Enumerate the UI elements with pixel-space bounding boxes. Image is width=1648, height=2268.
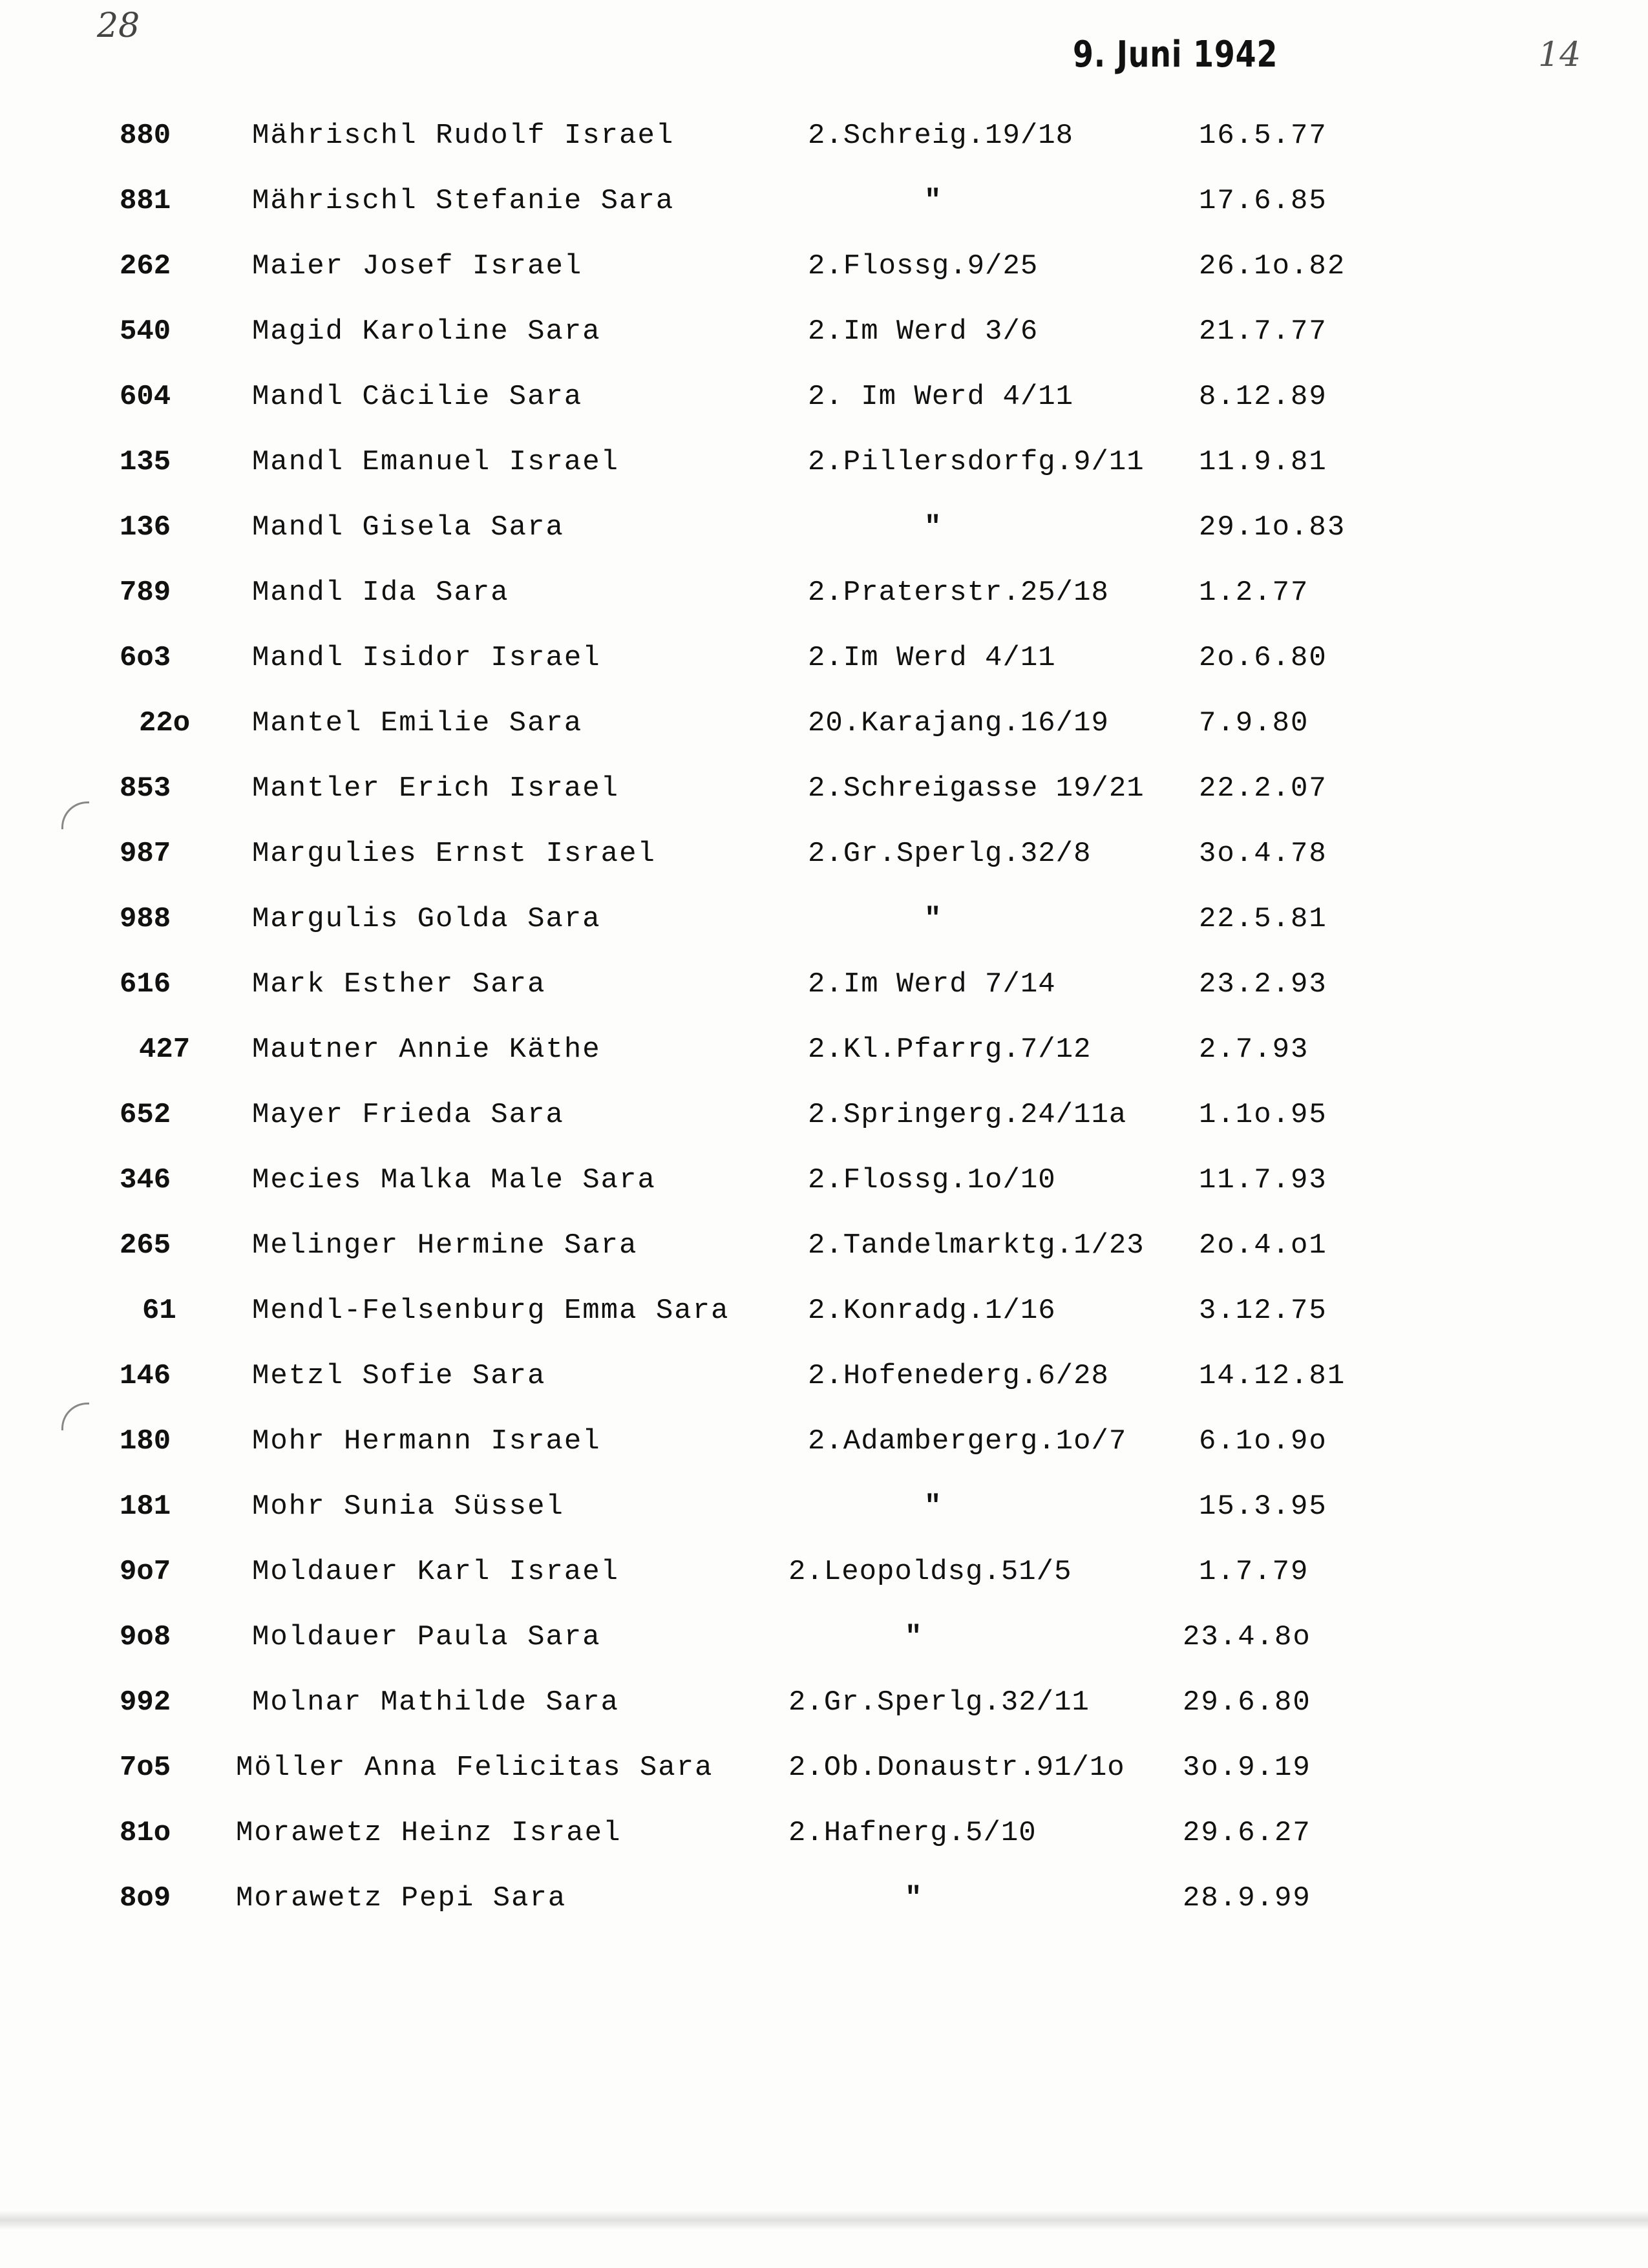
entry-address: 2.Flossg.1o/10 — [808, 1164, 1056, 1196]
entry-name: Mohr Sunia Süssel — [252, 1490, 564, 1523]
entry-number: 9o7 — [120, 1556, 171, 1588]
entry-number: 988 — [120, 903, 171, 935]
entry-name: Mayer Frieda Sara — [252, 1099, 564, 1131]
entry-number: 881 — [120, 185, 171, 217]
entry-birth-date: 22.5.81 — [1199, 903, 1327, 935]
entry-number: 265 — [120, 1229, 171, 1262]
entry-address: 2.Leopoldsg.51/5 — [788, 1556, 1072, 1588]
list-item — [0, 1748, 1648, 1813]
list-item — [0, 1030, 1648, 1095]
list-item — [0, 182, 1648, 246]
entry-number: 616 — [120, 968, 171, 1001]
entry-birth-date: 6.1o.9o — [1199, 1425, 1327, 1457]
date-stamp: 9. Juni 1942 — [1073, 34, 1278, 76]
entry-number: 427 — [139, 1033, 191, 1066]
page-number-left: 28 — [97, 6, 140, 45]
list-item — [0, 443, 1648, 507]
entry-number: 146 — [120, 1360, 171, 1392]
entry-address: 2.Adambergerg.1o/7 — [808, 1425, 1127, 1457]
list-item — [0, 1618, 1648, 1682]
entry-number: 604 — [120, 381, 171, 413]
list-item — [0, 1879, 1648, 1944]
entry-address: 20.Karajang.16/19 — [808, 707, 1109, 739]
entry-birth-date: 23.2.93 — [1199, 968, 1327, 1001]
entry-address: " — [905, 1621, 923, 1653]
entry-number: 880 — [120, 120, 171, 152]
entry-number: 81o — [120, 1817, 171, 1849]
list-item — [0, 1814, 1648, 1878]
entry-address: 2.Praterstr.25/18 — [808, 577, 1109, 609]
entry-name: Melinger Hermine Sara — [252, 1229, 638, 1262]
entry-number: 136 — [120, 511, 171, 544]
entry-number: 992 — [120, 1686, 171, 1719]
entry-birth-date: 3o.9.19 — [1183, 1752, 1311, 1784]
entry-address: 2.Gr.Sperlg.32/11 — [788, 1686, 1090, 1719]
list-item — [0, 1553, 1648, 1617]
entry-address: 2.Kl.Pfarrg.7/12 — [808, 1033, 1092, 1066]
entry-birth-date: 29.6.80 — [1183, 1686, 1311, 1719]
list-item — [0, 965, 1648, 1030]
list-item — [0, 116, 1648, 181]
entry-birth-date: 26.1o.82 — [1199, 250, 1346, 282]
list-item — [0, 769, 1648, 834]
entry-address: 2.Im Werd 3/6 — [808, 315, 1039, 348]
entry-name: Margulies Ernst Israel — [252, 838, 656, 870]
entry-name: Mandl Ida Sara — [252, 577, 509, 609]
entry-name: Metzl Sofie Sara — [252, 1360, 546, 1392]
entry-name: Margulis Golda Sara — [252, 903, 601, 935]
entry-address: 2.Tandelmarktg.1/23 — [808, 1229, 1145, 1262]
list-item — [0, 1161, 1648, 1225]
entry-name: Mandl Gisela Sara — [252, 511, 564, 544]
list-item — [0, 1422, 1648, 1487]
entry-address: " — [924, 1490, 942, 1523]
list-item — [0, 704, 1648, 768]
entry-number: 181 — [120, 1490, 171, 1523]
entry-number: 262 — [120, 250, 171, 282]
entry-name: Mohr Hermann Israel — [252, 1425, 601, 1457]
entry-address: 2.Schreigasse 19/21 — [808, 772, 1145, 805]
entry-name: Maier Josef Israel — [252, 250, 583, 282]
entry-birth-date: 14.12.81 — [1199, 1360, 1346, 1392]
entry-birth-date: 21.7.77 — [1199, 315, 1327, 348]
entry-address: " — [924, 185, 942, 217]
entry-birth-date: 8.12.89 — [1199, 381, 1327, 413]
entry-name: Möller Anna Felicitas Sara — [236, 1752, 713, 1784]
entry-name: Mährischl Stefanie Sara — [252, 185, 675, 217]
entry-birth-date: 2o.4.o1 — [1199, 1229, 1327, 1262]
entry-address: 2.Konradg.1/16 — [808, 1295, 1056, 1327]
entry-birth-date: 2.7.93 — [1199, 1033, 1309, 1066]
entry-address: " — [905, 1882, 923, 1914]
list-item — [0, 247, 1648, 312]
entry-number: 346 — [120, 1164, 171, 1196]
entry-birth-date: 15.3.95 — [1199, 1490, 1327, 1523]
entry-name: Morawetz Heinz Israel — [236, 1817, 622, 1849]
list-item — [0, 312, 1648, 377]
entry-number: 540 — [120, 315, 171, 348]
list-item — [0, 834, 1648, 899]
entry-birth-date: 1.2.77 — [1199, 577, 1309, 609]
entry-name: Morawetz Pepi Sara — [236, 1882, 567, 1914]
entry-number: 652 — [120, 1099, 171, 1131]
list-item — [0, 1291, 1648, 1356]
entry-birth-date: 23.4.8o — [1183, 1621, 1311, 1653]
list-item — [0, 1357, 1648, 1421]
entry-name: Mandl Isidor Israel — [252, 642, 601, 674]
entry-address: 2. Im Werd 4/11 — [808, 381, 1074, 413]
entry-name: Mandl Emanuel Israel — [252, 446, 620, 478]
entry-birth-date: 29.6.27 — [1183, 1817, 1311, 1849]
list-item — [0, 508, 1648, 573]
entry-name: Mendl-Felsenburg Emma Sara — [252, 1295, 730, 1327]
list-item — [0, 1487, 1648, 1552]
entry-address: 2.Schreig.19/18 — [808, 120, 1074, 152]
entry-address: 2.Im Werd 7/14 — [808, 968, 1056, 1001]
entry-birth-date: 3.12.75 — [1199, 1295, 1327, 1327]
entry-birth-date: 28.9.99 — [1183, 1882, 1311, 1914]
entry-name: Molnar Mathilde Sara — [252, 1686, 620, 1719]
list-item — [0, 377, 1648, 442]
entry-name: Moldauer Karl Israel — [252, 1556, 620, 1588]
entry-address: " — [924, 511, 942, 544]
entry-birth-date: 29.1o.83 — [1199, 511, 1346, 544]
entry-number: 180 — [120, 1425, 171, 1457]
list-item — [0, 900, 1648, 964]
entry-birth-date: 17.6.85 — [1199, 185, 1327, 217]
entry-number: 9o8 — [120, 1621, 171, 1653]
entry-name: Mantel Emilie Sara — [252, 707, 583, 739]
entry-address: 2.Im Werd 4/11 — [808, 642, 1056, 674]
entry-name: Mecies Malka Male Sara — [252, 1164, 656, 1196]
entry-number: 987 — [120, 838, 171, 870]
entry-number: 61 — [142, 1295, 176, 1327]
entry-birth-date: 1.1o.95 — [1199, 1099, 1327, 1131]
entry-number: 8o9 — [120, 1882, 171, 1914]
entry-address: 2.Hafnerg.5/10 — [788, 1817, 1037, 1849]
entry-birth-date: 3o.4.78 — [1199, 838, 1327, 870]
entry-number: 789 — [120, 577, 171, 609]
list-item — [0, 639, 1648, 703]
page-number-right: 14 — [1538, 36, 1581, 74]
list-item — [0, 1683, 1648, 1748]
entry-name: Mark Esther Sara — [252, 968, 546, 1001]
entry-name: Mandl Cäcilie Sara — [252, 381, 583, 413]
entry-birth-date: 7.9.80 — [1199, 707, 1309, 739]
entry-birth-date: 22.2.07 — [1199, 772, 1327, 805]
entry-birth-date: 11.7.93 — [1199, 1164, 1327, 1196]
list-item — [0, 573, 1648, 638]
entry-birth-date: 2o.6.80 — [1199, 642, 1327, 674]
list-item — [0, 1096, 1648, 1160]
entry-number: 6o3 — [120, 642, 171, 674]
entry-address: 2.Springerg.24/11a — [808, 1099, 1127, 1131]
entry-birth-date: 1.7.79 — [1199, 1556, 1309, 1588]
entry-address: 2.Hofenederg.6/28 — [808, 1360, 1109, 1392]
entry-name: Magid Karoline Sara — [252, 315, 601, 348]
entry-name: Mantler Erich Israel — [252, 772, 620, 805]
entry-address: 2.Pillersdorfg.9/11 — [808, 446, 1145, 478]
entry-address: 2.Flossg.9/25 — [808, 250, 1039, 282]
entry-address: 2.Ob.Donaustr.91/1o — [788, 1752, 1125, 1784]
entry-name: Mautner Annie Käthe — [252, 1033, 601, 1066]
scan-edge-smudge — [0, 2210, 1648, 2230]
entry-birth-date: 11.9.81 — [1199, 446, 1327, 478]
entry-name: Moldauer Paula Sara — [252, 1621, 601, 1653]
entry-number: 135 — [120, 446, 171, 478]
entry-birth-date: 16.5.77 — [1199, 120, 1327, 152]
entry-number: 853 — [120, 772, 171, 805]
entry-address: " — [924, 903, 942, 935]
entry-number: 7o5 — [120, 1752, 171, 1784]
list-item — [0, 1226, 1648, 1291]
entry-address: 2.Gr.Sperlg.32/8 — [808, 838, 1092, 870]
entry-number: 22o — [139, 707, 191, 739]
entry-name: Mährischl Rudolf Israel — [252, 120, 675, 152]
